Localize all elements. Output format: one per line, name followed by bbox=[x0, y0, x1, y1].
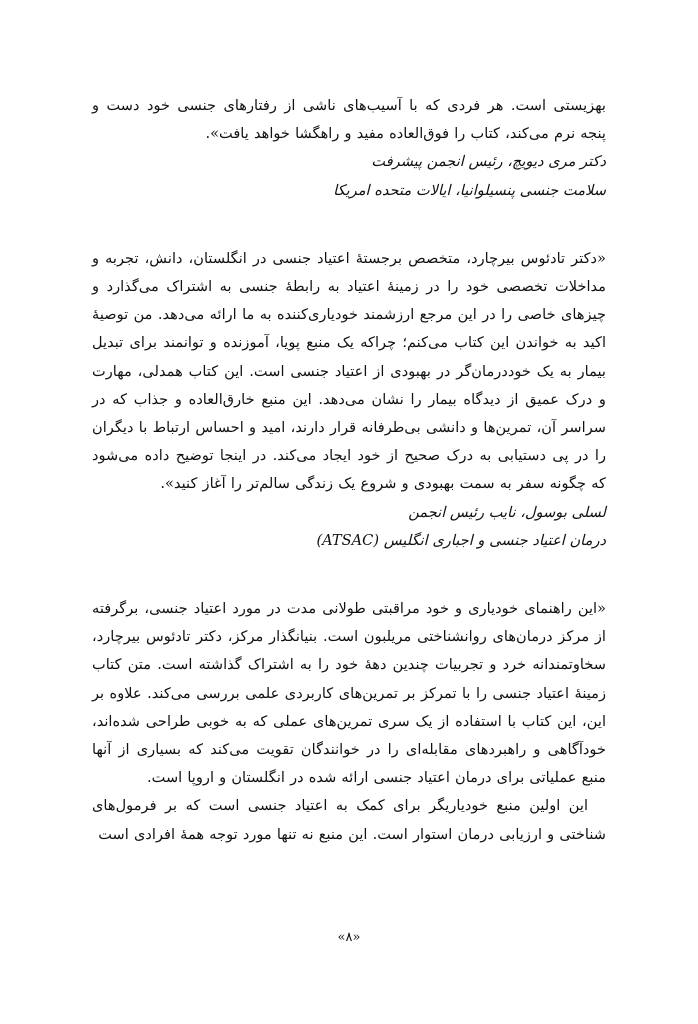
endorsement-paragraph-3: «این راهنمای خودیاری و خود مراقبتی طولانی مدت در مورد اعتیاد جنسی، برگرفته از مرکز درمان‌های روانشناختی مریلبون است. بنیانگذار مرکز، دکتر تادئوس بیرچارد، سخاوتمندانه خرد و تجربیات چندین دههٔ خود را به اشتراک گذاشته است. متن کتاب زمینهٔ اعتیاد جنسی را با تمرکز بر تمرین‌های کاربردی علمی بررسی می‌کند. علاوه بر این، این کتاب با استفاده از یک سری تمرین‌های عملی که به خوبی طراحی شده‌اند، خودآگاهی و راهبردهای مقابله‌ای را در خوانندگان تقویت می‌کند که بسیاری از آنها منبع عملیاتی برای درمان اعتیاد جنسی ارائه شده در انگلستان و اروپا است. bbox=[92, 600, 606, 787]
endorsement-paragraph-1: بهزیستی است. هر فردی که با آسیب‌های ناشی از رفتارهای جنسی خود دست و پنجه نرم می‌کند، کتاب را فوق‌العاده مفید و راهگشا خواهد یافت». bbox=[92, 97, 606, 143]
endorsement-paragraph-2: «دکتر تادئوس بیرچارد، متخصص برجستهٔ اعتیاد جنسی در انگلستان، دانش، تجربه و مداخلات تخصصی خود را در زمینهٔ اعتیاد به رابطهٔ جنسی به اشتراک می‌گذارد و چیزهای خاصی را در این مرجع ارزشمند خودیاری‌کننده به ما ارائه می‌دهد. من توصیهٔ اکید به خواندن این کتاب می‌کنم؛ چراکه یک منبع پویا، آموزنده و توانمند برای تبدیل بیمار به یک خوددرمان‌گر در بهبودی از اعتیاد جنسی است. این کتاب همدلی، مهارت و درک عمیق از دیدگاه بیمار را نشان می‌دهد. این منبع خارق‌العاده و جذاب که در سراسر آن، تمرین‌ها و دانشی بی‌طرفانه قرار دارند، امید و احساس ارتباط با دیگران را در پی دستیابی به درک صحیح از خود ایجاد می‌کند. در اینجا توضیح داده می‌شود که چگونه سفر به سمت بهبودی و شروع یک زندگی سالم‌تر را آغاز کنید». bbox=[92, 249, 606, 493]
signature-line-1a: دکتر مری دیویچ، رئیس انجمن پیشرفت bbox=[371, 153, 606, 171]
signature-line-2b: درمان اعتیاد جنسی و اجباری انگلیس (ATSAC) bbox=[316, 531, 606, 549]
page-number: «۸» bbox=[337, 930, 361, 945]
spacer bbox=[92, 555, 606, 595]
spacer bbox=[92, 205, 606, 245]
signature-line-1b: سلامت جنسی پنسیلوانیا، ایالات متحده امریکا bbox=[333, 181, 606, 199]
signature-line-2a: لسلی بوسول، نایب رئیس انجمن bbox=[408, 503, 606, 521]
body-paragraph-4: این اولین منبع خودیاریگر برای کمک به اعتیاد جنسی است که بر فرمول‌های شناختی و ارزیابی درمان استوار است. این منبع نه تنها مورد توجه همهٔ افرادی است bbox=[92, 797, 606, 843]
